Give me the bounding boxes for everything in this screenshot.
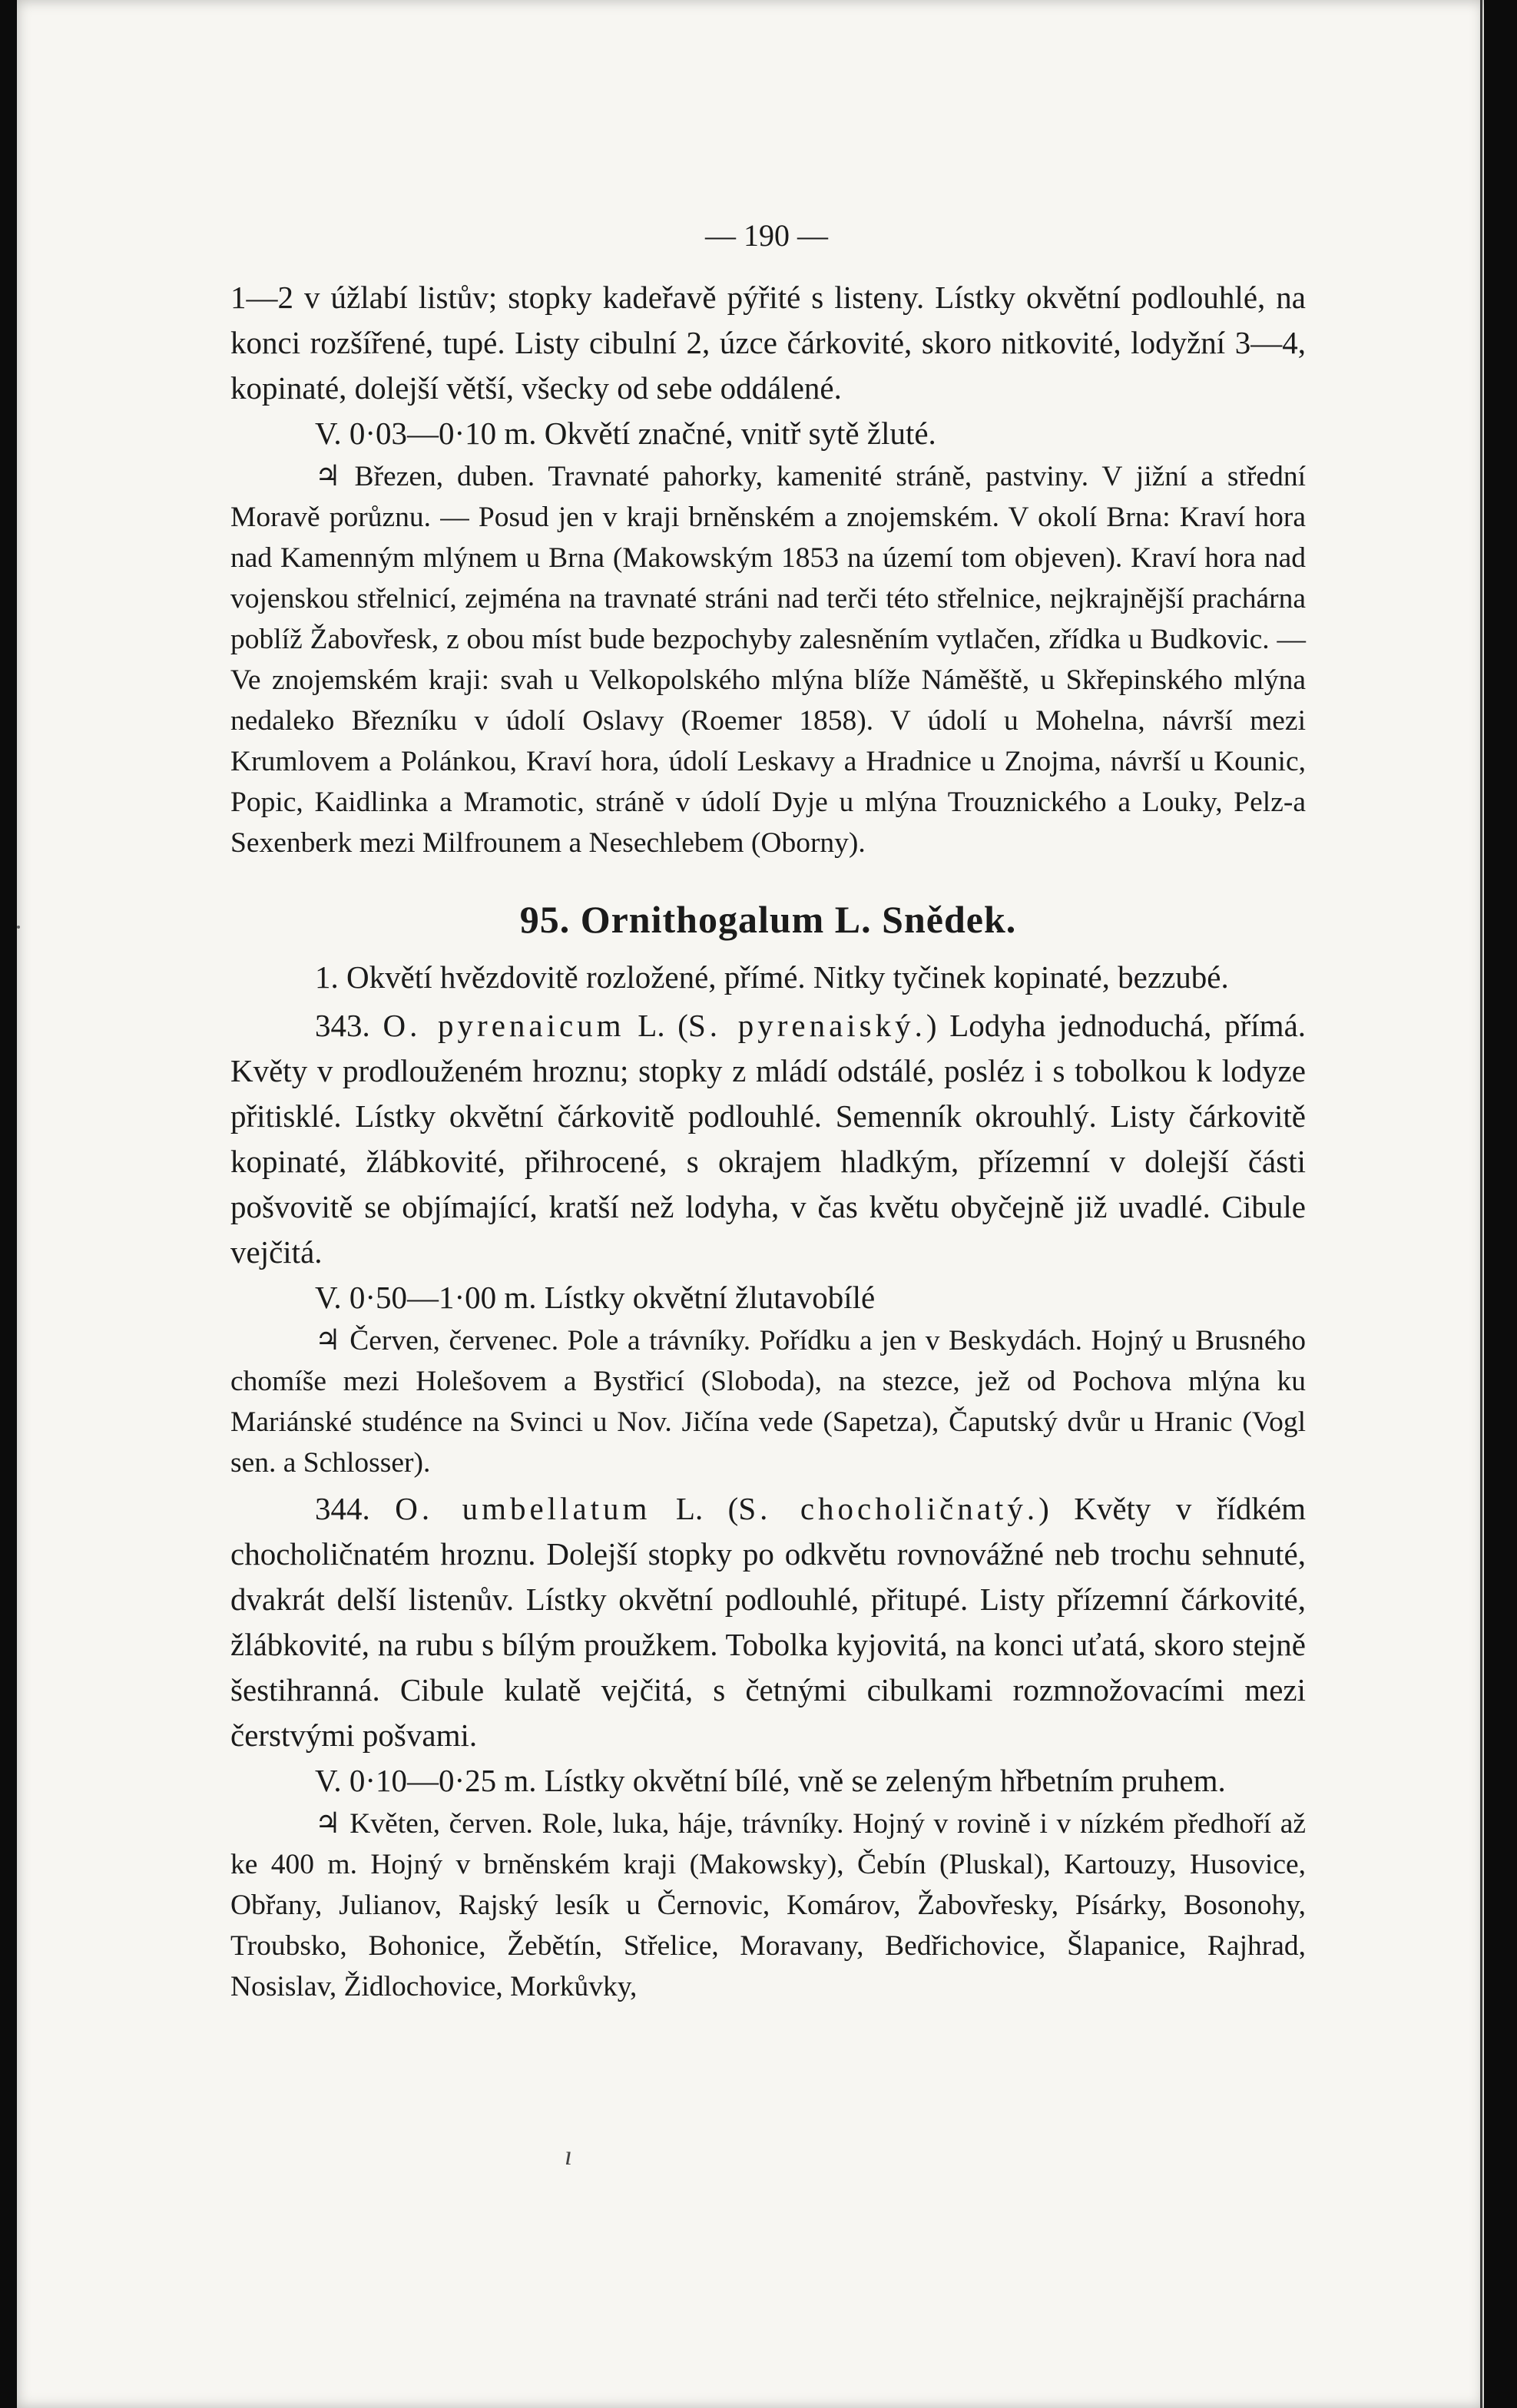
description-continuation: 1—2 v úžlabí listův; stopky kadeřavě pýřité s listeny. Lístky okvětní podlouhlé, na konci rozšířené, tupé. Listy cibulní 2, úzce čárkovité, skoro nitkovité, lodyžní 3—4, kopinaté, dolejší větší, všecky od sebe oddálené.: [230, 280, 1306, 406]
key-line: 1. Okvětí hvězdovitě rozložené, přímé. Nitky tyčinek kopinaté, bezzubé.: [315, 959, 1229, 995]
species-number: 344.: [315, 1491, 396, 1526]
species-latin-name: O. umbellatum: [395, 1491, 651, 1526]
page-number: — 190 —: [705, 218, 828, 253]
page-edge-line: [1480, 0, 1482, 2408]
species-description: ) Květy v řídkém chocholičnatém hroznu. Dolejší stopky po odkvětu rovnovážné neb trochu sehnuté, dvakrát delší listenův. Lístky okvětní podlouhlé, přitupé. Listy přízemní čárkovité, žlábkovité, na rubu s bílým proužkem. Tobolka kyjovitá, na konci uťatá, skoro stejně šestihranná. Cibule kulatě vejčitá, s četnými cibulkami rozmnožovacími mezi čerstvými pošvami.: [230, 1491, 1306, 1753]
habitat-paragraph: ♃ Březen, duben. Travnaté pahorky, kamenité stráně, pastviny. V jižní a střední Moravě porůznu. — Posud jen v kraji brněnském a znojemském. V okolí Brna: Kraví hora nad Kamenným mlýnem u Brna (Makowským 1853 na území tom objeven). Kraví hora nad vojenskou střelnicí, zejména na travnaté stráni nad terči této střelnice, nejkrajnější prachárna poblíž Žabovřesk, z obou míst bude bezpochyby zalesněním vytlačen, zřídka u Budkovic. — Ve znojemském kraji: svah u Velkopolského mlýna blíže Náměště, u Skřepinského mlýna nedaleko Březníku v údolí Oslavy (Roemer 1858). V údolí u Mohelna, návrší mezi Krumlovem a Polánkou, Kraví hora, údolí Leskavy a Hradnice u Znojma, návrší u Kounic, Popic, Kaidlinka a Mramotic, stráně v údolí Dyje u mlýna Trouznického a Louky, Pelz-a Sexenberk mezi Milfrounem a Nesechlebem (Oborny).: [230, 461, 1306, 859]
scan-speck: [17, 926, 20, 929]
page-content: [230, 201, 1306, 2007]
species-344-size: V. 0·10—0·25 m. Lístky okvětní bílé, vně se zeleným hřbetním pruhem.: [315, 1763, 1226, 1798]
species-description: ) Lodyha jednoduchá, přímá. Květy v prodlouženém hroznu; stopky z mládí odstálé, posléz i s tobolkou k lodyze přitisklé. Lístky okvětní čárkovitě podlouhlé. Semenník okrouhlý. Listy čárkovitě kopinaté, žlábkovité, přihrocené, s okrajem hladkým, přízemní v dolejší části pošvovitě se objímající, kratší než lodyha, v čas květu obyčejně již uvadlé. Cibule vejčitá.: [230, 1008, 1307, 1270]
species-czech-name: S. chocholičnatý.: [738, 1491, 1039, 1526]
species-344-habitat: ♃ Květen, červen. Role, luka, háje, trávníky. Hojný v rovině i v nízkém předhoří až ke 400 m. Hojný v brněnském kraji (Makowsky), Čebín (Pluskal), Kartouzy, Husovice, Obřany, Julianov, Rajský lesík u Černovic, Komárov, Žabovřesky, Písárky, Bosonohy, Troubsko, Bohonice, Žebětín, Střelice, Moravany, Bedřichovice, Šlapanice, Rajhrad, Nosislav, Židlochovice, Morkůvky,: [230, 1808, 1306, 2002]
species-author: L. (: [624, 1008, 688, 1043]
species-czech-name: S. pyrenaiský.: [687, 1008, 926, 1043]
species-343-habitat: ♃ Červen, červenec. Pole a trávníky. Pořídku a jen v Beskydách. Hojný u Brusného chomíše mezi Holešovem a Bystřicí (Sloboda), na stezce, jež od Pochova mlýna ku Mariánské studénce na Svinci u Nov. Jičína vede (Sapetza), Čaputský dvůr u Hranic (Vogl sen. a Schlosser).: [230, 1325, 1306, 1479]
species-latin-name: O. pyrenaicum: [383, 1008, 625, 1043]
signature-mark: ı: [565, 2140, 573, 2171]
size-note: V. 0·03—0·10 m. Okvětí značné, vnitř sytě žluté.: [315, 416, 936, 451]
species-number: 343.: [315, 1008, 383, 1043]
species-344: [230, 1486, 1306, 1758]
species-343: [230, 1003, 1306, 1275]
species-author: L. (: [651, 1491, 739, 1526]
genus-heading: 95. Ornithogalum L. Snědek.: [519, 898, 1017, 941]
species-343-size: V. 0·50—1·00 m. Lístky okvětní žlutavobílé: [315, 1280, 876, 1315]
